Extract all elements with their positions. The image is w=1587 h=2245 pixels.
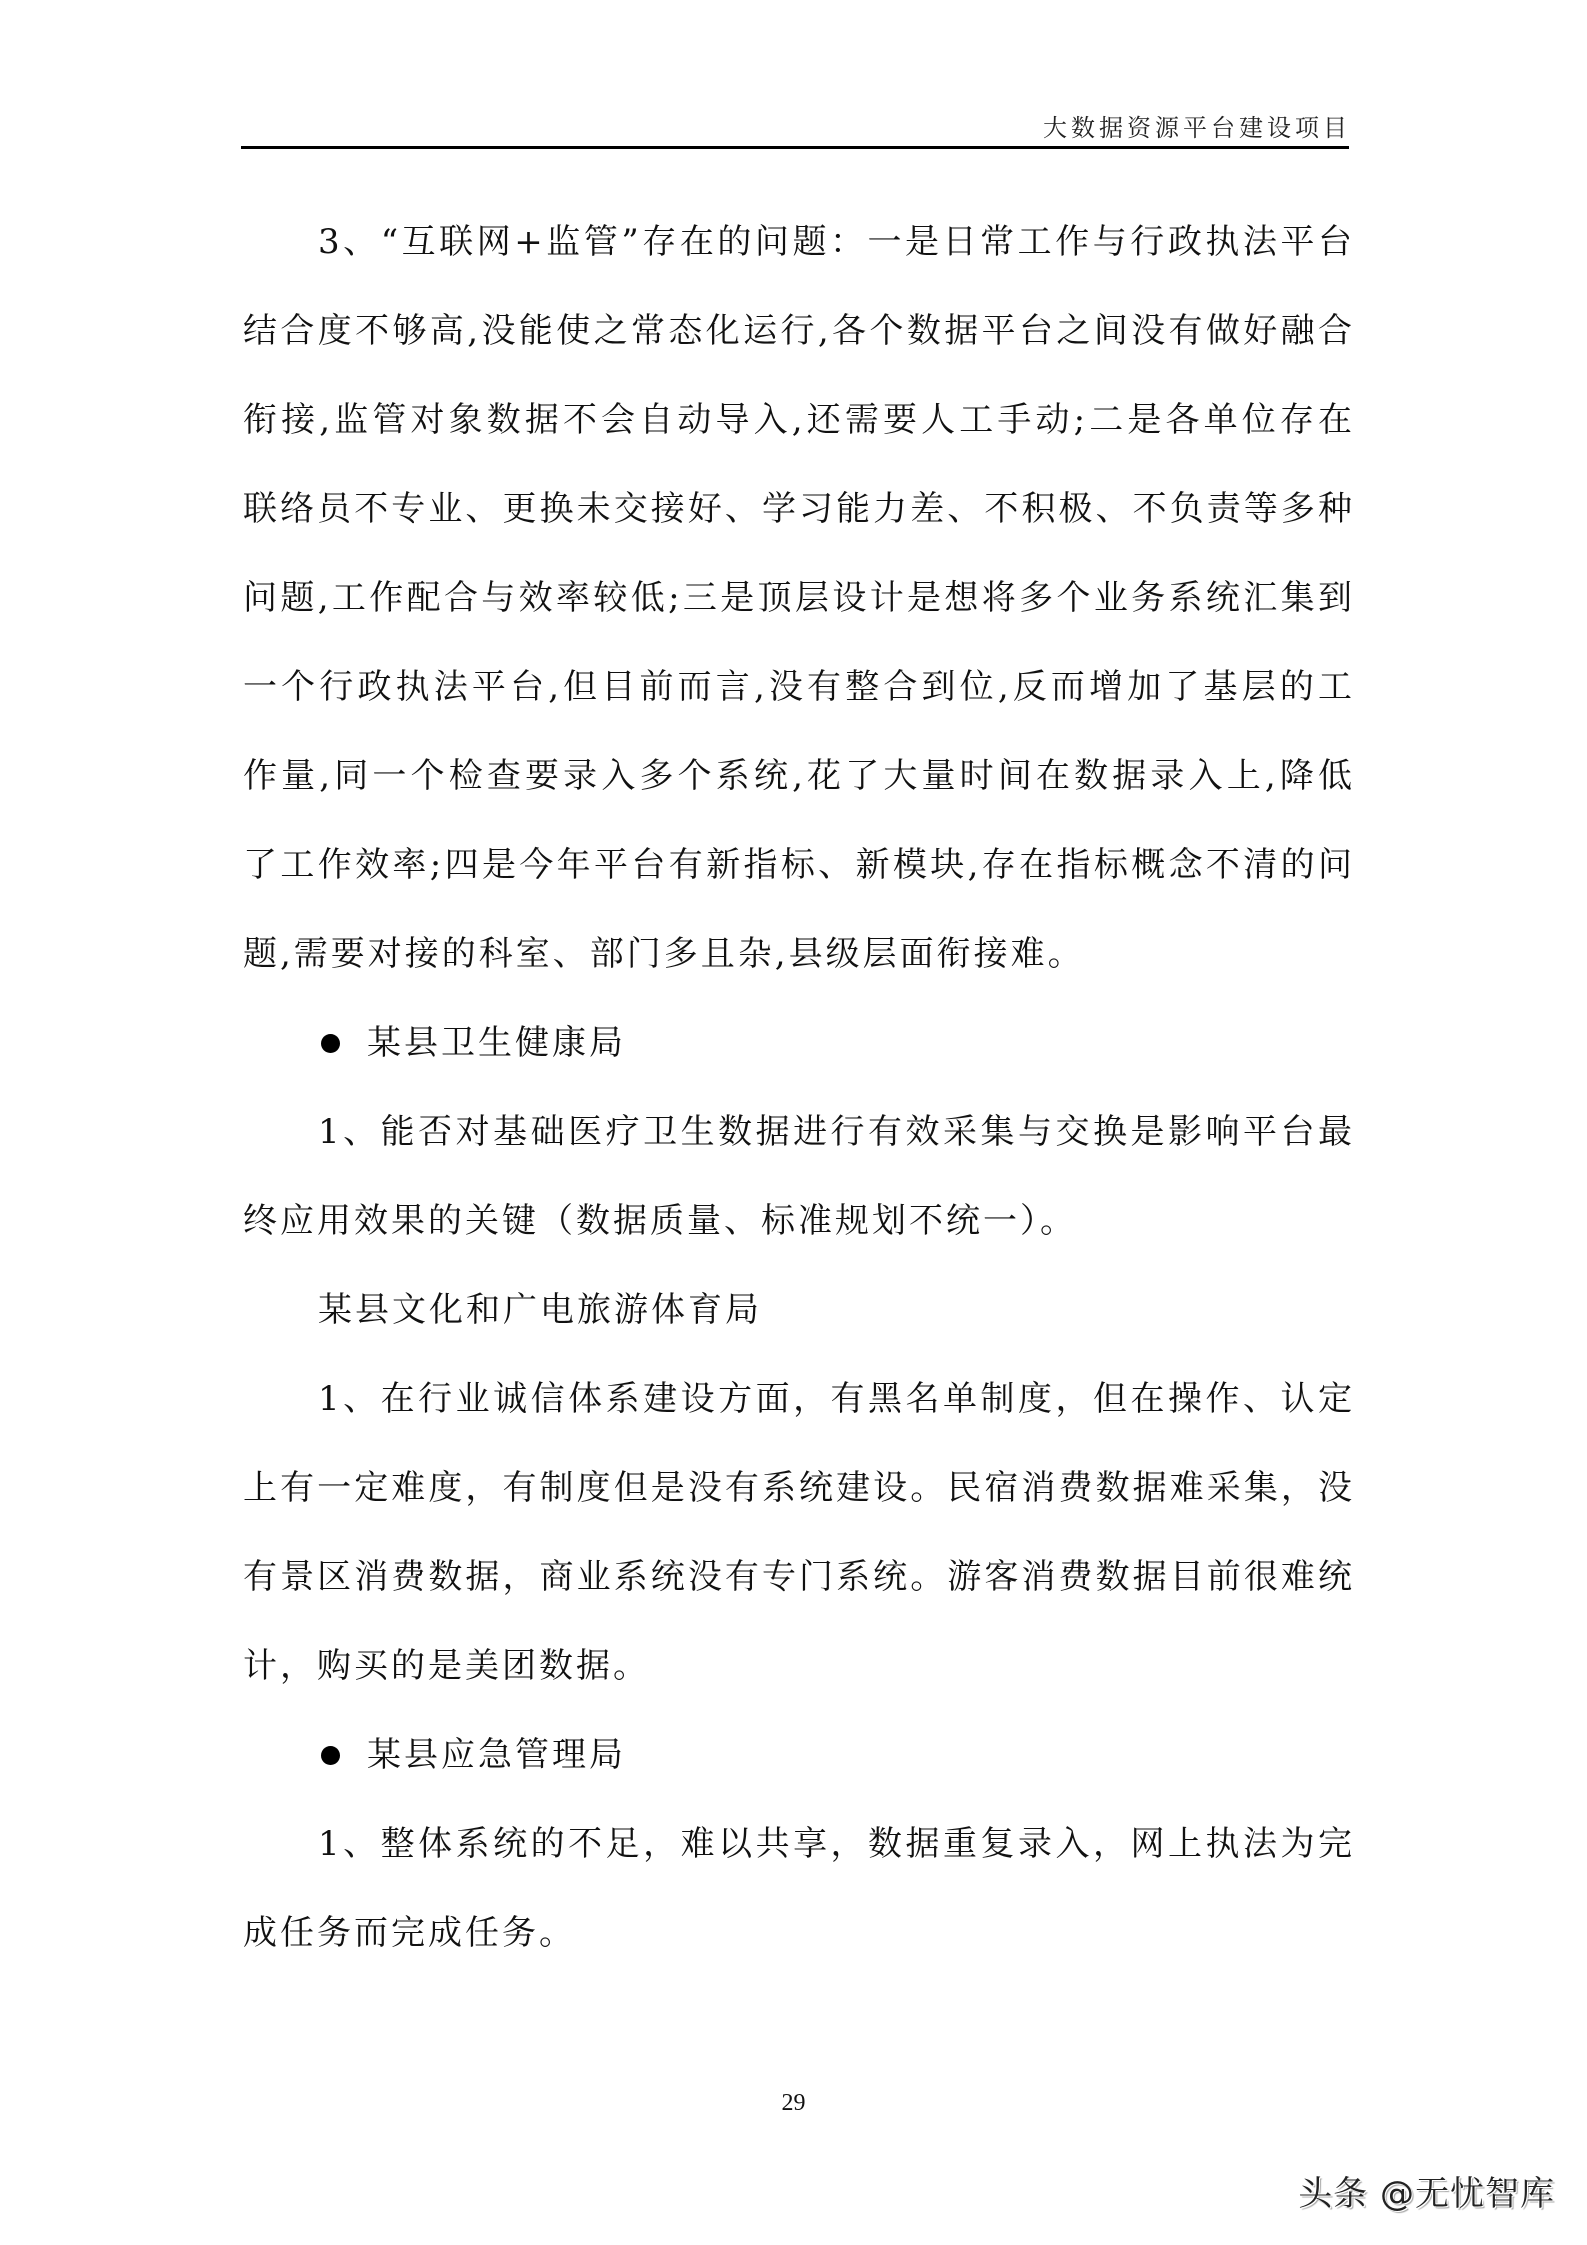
bullet-icon: [321, 1746, 340, 1765]
header-rule: [241, 146, 1349, 149]
section-heading-emergency-text: 某县应急管理局: [367, 1735, 626, 1775]
paragraph-internet-supervision-issues: 3、“互联网+监管”存在的问题：一是日常工作与行政执法平台结合度不够高,没能使之常态化运行,各个数据平台之间没有做好融合衔接,监管对象数据不会自动导入,还需要人工手动;二是各单位存在联络员不专业、更换未交接好、学习能力差、不积极、不负责等多种问题,工作配合与效率较低;三是顶层设计是想将多个业务系统汇集到一个行政执法平台,但目前而言,没有整合到位,反而增加了基层的工作量,同一个检查要录入多个系统,花了大量时间在数据录入上,降低了工作效率;四是今年平台有新指标、新模块,存在指标概念不清的问题,需要对接的科室、部门多且杂,县级层面衔接难。: [243, 222, 1355, 974]
paragraph-culture-item-1: 1、在行业诚信体系建设方面，有黑名单制度，但在操作、认定上有一定难度，有制度但是没有系统建设。民宿消费数据难采集，没有景区消费数据，商业系统没有专门系统。游客消费数据目前很难统计，购买的是美团数据。: [243, 1379, 1355, 1686]
section-heading-health: [243, 999, 1355, 1088]
bullet-icon: [321, 1034, 340, 1053]
page-number: 29: [781, 2090, 806, 2116]
source-watermark: 头条 @无忧智库: [1298, 2174, 1555, 2214]
section-heading-emergency: [243, 1711, 1355, 1800]
section-heading-health-text: 某县卫生健康局: [367, 1023, 626, 1063]
document-body: [243, 198, 1355, 1978]
paragraph-emergency-item-1: 1、整体系统的不足，难以共享，数据重复录入，网上执法为完成任务而完成任务。: [243, 1824, 1355, 1953]
running-header-title: 大数据资源平台建设项目: [1043, 114, 1351, 142]
paragraph-health-item-1: 1、能否对基础医疗卫生数据进行有效采集与交换是影响平台最终应用效果的关键（数据质量、标准规划不统一）。: [243, 1112, 1355, 1241]
section-heading-culture: 某县文化和广电旅游体育局: [318, 1290, 762, 1330]
